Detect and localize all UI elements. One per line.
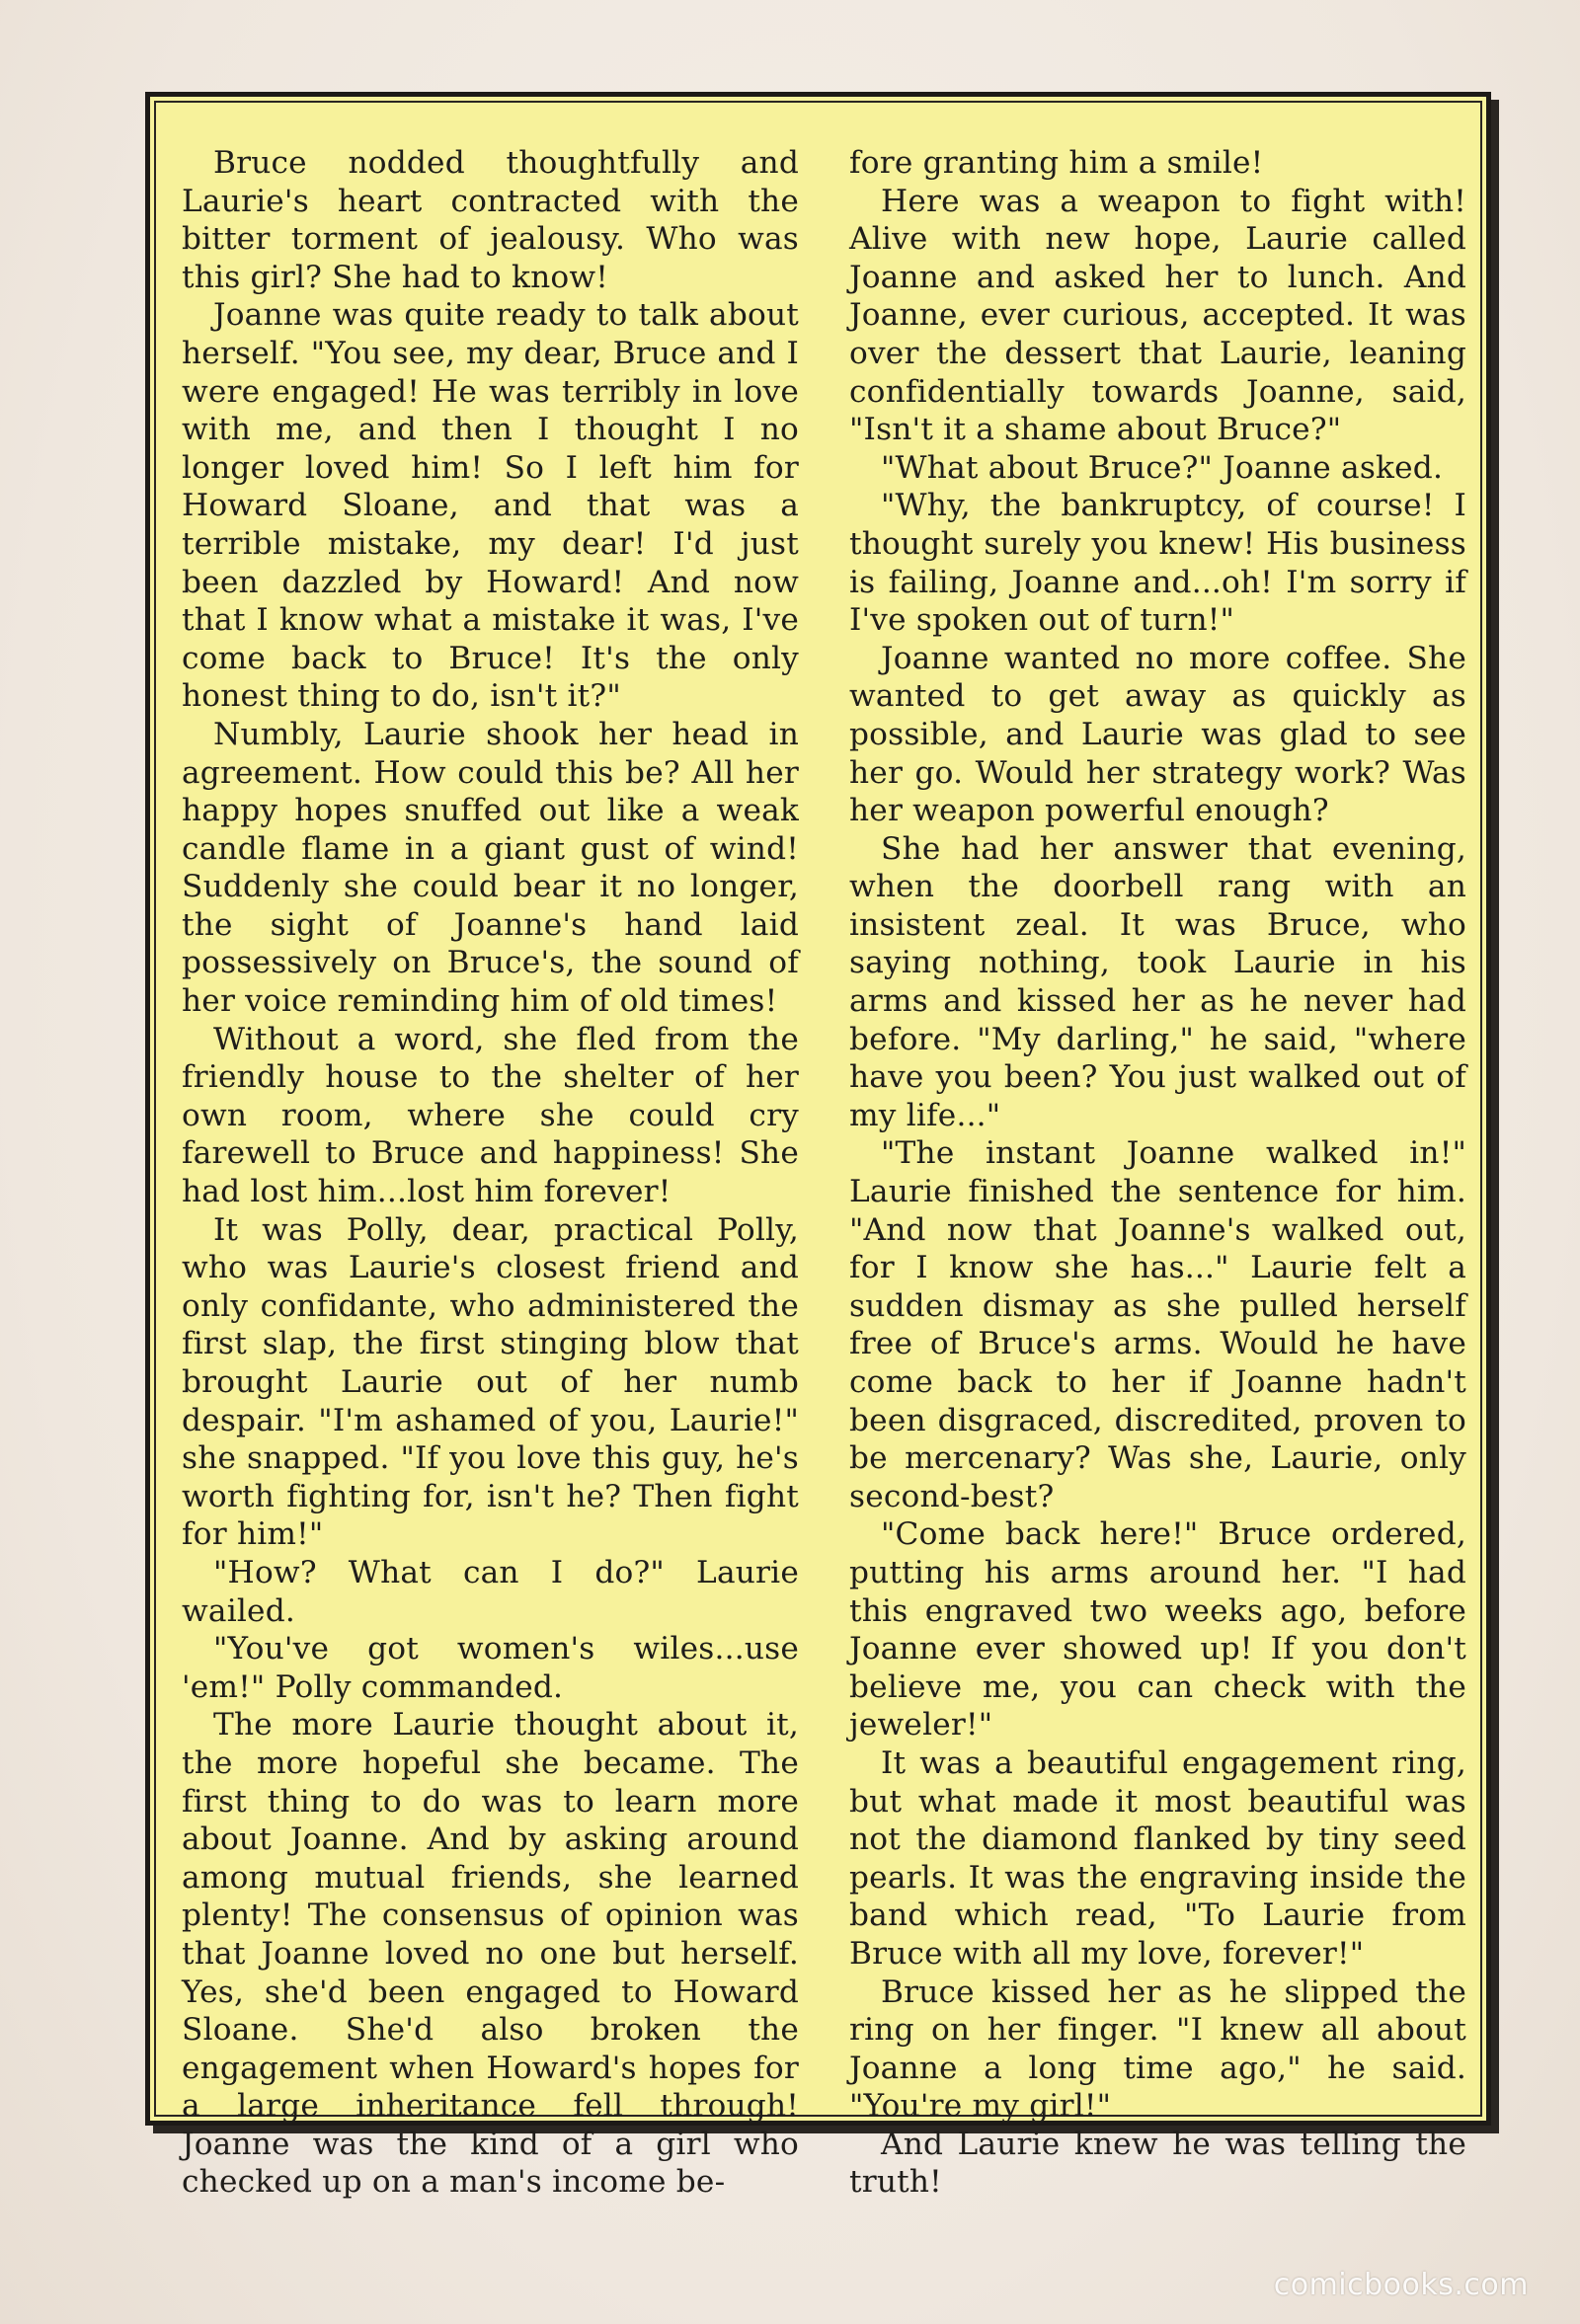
story-paragraph: Joanne was quite ready to talk about herself. "You see, my dear, Bruce and I were engaged! He was terribly in love with me, and then I thought I no longer loved him! So I left him for Howard Sloane, and that was a terrible mistake, my dear! I'd just been dazzled by Howard! And now that I know what a mistake it was, I've come back to Bruce! It's the only honest thing to do, isn't it?" bbox=[182, 297, 799, 715]
story-paragraph: Bruce kissed her as he slipped the ring on her finger. "I knew all about Joanne a long time ago," he said. "You're my girl!" bbox=[849, 1974, 1466, 2125]
story-paragraph: "The instant Joanne walked in!" Laurie finished the sentence for him. "And now that Joanne's walked out, for I know she has..." Laurie felt a sudden dismay as she pulled herself free of Bruce's arms. Would he have come back to her if Joanne hadn't been disgraced, discredited, proven to be mercenary? Was she, Laurie, only second-best? bbox=[849, 1135, 1466, 1514]
left-text-column bbox=[182, 144, 799, 2202]
story-paragraph: "How? What can I do?" Laurie wailed. bbox=[182, 1554, 799, 1629]
story-paragraph: It was Polly, dear, practical Polly, who was Laurie's closest friend and only confidante, who administered the first slap, the first stinging blow that brought Laurie out of her numb despair. "I'm ashamed of you, Laurie!" she snapped. "If you love this guy, he's worth fighting for, isn't he? Then fight for him!" bbox=[182, 1211, 799, 1553]
story-paragraph: Numbly, Laurie shook her head in agreement. How could this be? All her happy hopes snuffed out like a weak candle flame in a giant gust of wind! Suddenly she could bear it no longer, the sight of Joanne's hand laid possessively on Bruce's, the sound of her voice reminding him of old times! bbox=[182, 716, 799, 1020]
story-paragraph: Here was a weapon to fight with! Alive with new hope, Laurie called Joanne and asked her to lunch. And Joanne, ever curious, accepted. It was over the dessert that Laurie, leaning confidentially towards Joanne, said, "Isn't it a shame about Bruce?" bbox=[849, 183, 1466, 448]
story-paragraph: She had her answer that evening, when the doorbell rang with an insistent zeal. It was Bruce, who saying nothing, took Laurie in his arms and kissed her as he never had before. "My darling," he said, "where have you been? You just walked out of my life..." bbox=[849, 830, 1466, 1133]
story-paragraph-continuation: fore granting him a smile! bbox=[849, 145, 1264, 181]
story-paragraph: Without a word, she fled from the friendly house to the shelter of her own room, where she could cry farewell to Bruce and happiness! She had lost him...lost him forever! bbox=[182, 1021, 799, 1210]
story-paragraph: It was a beautiful engagement ring, but what made it most beautiful was not the diamond flanked by tiny seed pearls. It was the engraving inside the band which read, "To Laurie from Bruce with all my love, forever!" bbox=[849, 1744, 1466, 1972]
right-text-column bbox=[849, 144, 1466, 2202]
story-paragraph: "What about Bruce?" Joanne asked. bbox=[881, 449, 1444, 486]
story-paragraph: "Why, the bankruptcy, of course! I thought surely you knew! His business is failing, Joanne and...oh! I'm sorry if I've spoken out of turn!" bbox=[849, 488, 1466, 639]
story-paragraph: The more Laurie thought about it, the more hopeful she became. The first thing to do was to learn more about Joanne. And by asking around among mutual friends, she learned plenty! The consensus of opinion was that Joanne loved no one but herself. Yes, she'd been engaged to Howard Sloane. She'd also broken the engagement when Howard's hopes for a large inheritance fell through! Joanne was the kind of a girl who checked up on a man's income be- bbox=[182, 1707, 799, 2201]
story-paragraph: And Laurie knew he was telling the truth! bbox=[849, 2126, 1466, 2201]
text-panel bbox=[145, 92, 1491, 2201]
story-paragraph: Joanne wanted no more coffee. She wanted to get away as quickly as possible, and Laurie was glad to see her go. Would her strategy work? Was her weapon powerful enough? bbox=[849, 640, 1466, 829]
site-watermark: comicbooks.com bbox=[1273, 2268, 1529, 2302]
story-paragraph: Bruce nodded thoughtfully and Laurie's heart contracted with the bitter torment of jealousy. Who was this girl? She had to know! bbox=[182, 145, 799, 295]
story-paragraph: "Come back here!" Bruce ordered, putting his arms around her. "I had this engraved two weeks ago, before Joanne ever showed up! If you don't believe me, you can check with the jeweler!" bbox=[849, 1516, 1466, 1743]
story-paragraph: "You've got women's wiles...use 'em!" Polly commanded. bbox=[182, 1631, 799, 1705]
